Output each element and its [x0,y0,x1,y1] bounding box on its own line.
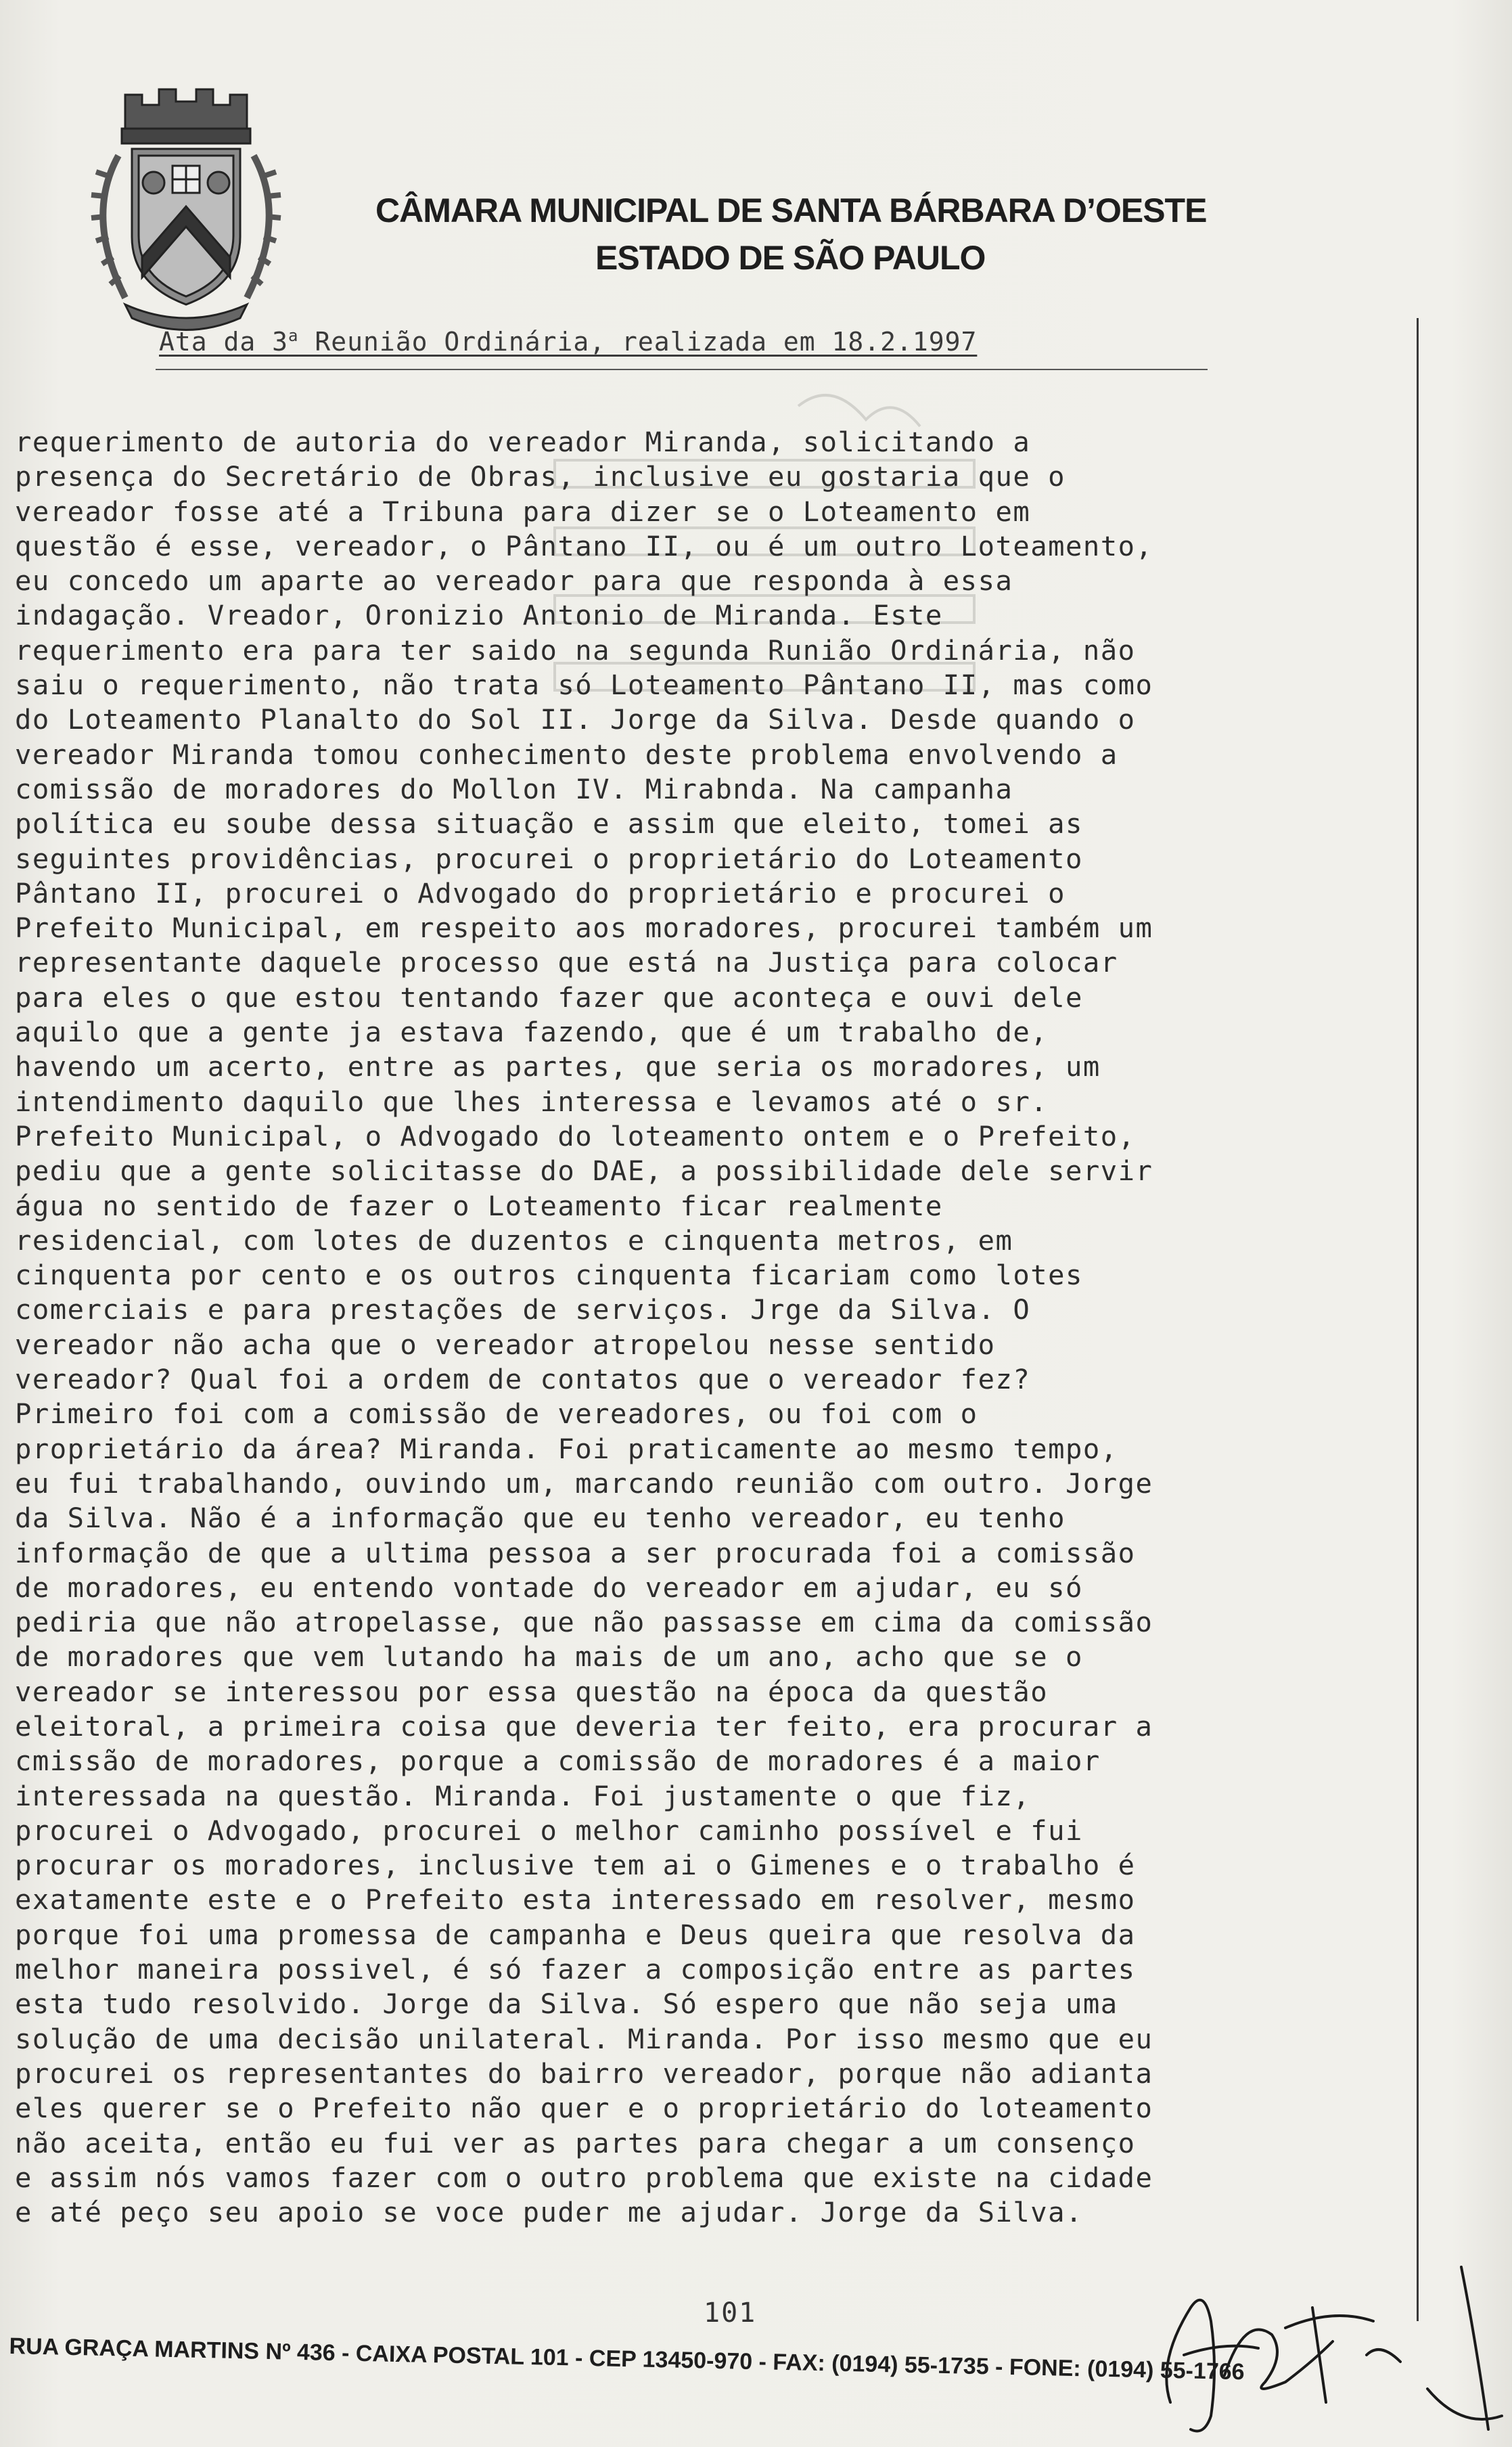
minutes-title-prefix: Ata da 3 [159,327,289,357]
body-line: vereador Miranda tomou conhecimento deste problema envolvendo a [15,738,1118,771]
body-line: de moradores que vem lutando ha mais de um ano, acho que se o [15,1640,1083,1674]
body-line: vereador não acha que o vereador atropelou nesse sentido [15,1328,996,1361]
body-line: água no sentido de fazer o Loteamento ficar realmente [15,1189,943,1222]
state-name: ESTADO DE SÃO PAULO [595,239,986,277]
body-line: porque foi uma promessa de campanha e Deus queira que resolva da [15,1918,1136,1951]
body-line: procurar os moradores, inclusive tem ai o Gimenes e o trabalho é [15,1849,1136,1882]
body-line: intendimento daquilo que lhes interessa e levamos até o sr. [15,1085,1049,1118]
body-line: da Silva. Não é a informação que eu tenho vereador, eu tenho [15,1502,1066,1535]
body-line: Pântano II, procurei o Advogado do proprietário e procurei o [15,876,1066,910]
body-line: informação de que a ultima pessoa a ser procurada foi a comissão [15,1536,1136,1569]
body-line: para eles o que estou tentando fazer que aconteça e ouvi dele [15,981,1083,1014]
right-margin-line [1417,318,1419,2321]
body-line: vereador fosse até a Tribuna para dizer se o Loteamento em [15,495,1031,528]
minutes-title-suffix: Reunião Ordinária, realizada em 18.2.1997 [298,327,978,357]
body-line: seguintes providências, procurei o proprietário do Loteamento [15,842,1083,875]
title-rule [156,369,1208,370]
body-line: saiu o requerimento, não trata só Loteamento Pântano II, mas como [15,669,1153,702]
body-line: procurei os representantes do bairro vereador, porque não adianta [15,2057,1153,2090]
body-line: Prefeito Municipal, o Advogado do loteamento ontem e o Prefeito, [15,1119,1136,1152]
body-line: aquilo que a gente ja estava fazendo, que é um trabalho de, [15,1016,1049,1049]
body-line: melhor maneira possivel, é só fazer a composição entre as partes [15,1953,1136,1986]
body-line: política eu soube dessa situação e assim que eleito, tomei as [15,807,1083,840]
minutes-title-ordinal: a [288,326,299,345]
body-line: esta tudo resolvido. Jorge da Silva. Só espero que não seja uma [15,1988,1118,2021]
body-line: cinquenta por cento e os outros cinquenta ficariam como lotes [15,1259,1083,1292]
body-line: exatamente este e o Prefeito esta interessado em resolver, mesmo [15,1883,1136,1916]
body-line: representante daquele processo que está na Justiça para colocar [15,946,1118,979]
body-line: eleitoral, a primeira coisa que deveria ter feito, era procurar a [15,1709,1153,1743]
body-line: cmissão de moradores, porque a comissão de moradores é a maior [15,1745,1101,1778]
body-line: comissão de moradores do Mollon IV. Mirabnda. Na campanha [15,772,1013,805]
body-line: residencial, com lotes de duzentos e cinquenta metros, em [15,1224,1013,1257]
body-line: presença do Secretário de Obras, inclusive eu gostaria que o [15,460,1066,493]
minutes-body [15,425,1368,2230]
body-line: e até peço seu apoio se voce puder me ajudar. Jorge da Silva. [15,2196,1083,2229]
body-line: indagação. Vreador, Oronizio Antonio de Miranda. Este [15,599,943,632]
body-line: não aceita, então eu fui ver as partes para chegar a um consenço [15,2126,1136,2159]
body-line: do Loteamento Planalto do Sol II. Jorge da Silva. Desde quando o [15,703,1136,736]
body-line: eu concedo um aparte ao vereador para que responda à essa [15,564,1013,598]
body-line: questão é esse, vereador, o Pântano II, ou é um outro Loteamento, [15,529,1153,562]
body-line: eu fui trabalhando, ouvindo um, marcando reunião com outro. Jorge [15,1466,1153,1500]
footer-address: RUA GRAÇA MARTINS Nº 436 - CAIXA POSTAL 101 - CEP 13450-970 - FAX: (0194) 55-1735 - FONE: (0194) 55-1766 [9,2333,1245,2385]
body-line: Prefeito Municipal, em respeito aos moradores, procurei também um [15,912,1153,945]
body-line: Primeiro foi com a comissão de vereadores, ou foi com o [15,1397,978,1431]
coat-of-arms-icon [78,81,294,332]
body-line: comerciais e para prestações de serviços. Jrge da Silva. O [15,1293,1031,1326]
body-line: e assim nós vamos fazer com o outro problema que existe na cidade [15,2161,1153,2194]
body-line: vereador se interessou por essa questão na época da questão [15,1675,1049,1708]
body-line: havendo um acerto, entre as partes, que seria os moradores, um [15,1050,1101,1083]
body-line: pediu que a gente solicitasse do DAE, a possibilidade dele servir [15,1154,1153,1188]
body-line: pediria que não atropelasse, que não passasse em cima da comissão [15,1606,1153,1639]
body-line: de moradores, eu entendo vontade do vereador em ajudar, eu só [15,1571,1083,1604]
body-line: solução de uma decisão unilateral. Miranda. Por isso mesmo que eu [15,2022,1153,2055]
page-number: 101 [704,2297,757,2329]
minutes-title [159,326,977,357]
body-line: requerimento de autoria do vereador Miranda, solicitando a [15,426,1031,458]
body-line: interessada na questão. Miranda. Foi justamente o que fiz, [15,1779,1031,1812]
body-line: proprietário da área? Miranda. Foi praticamente ao mesmo tempo, [15,1432,1118,1465]
institution-name: CÂMARA MUNICIPAL DE SANTA BÁRBARA D’OESTE [375,192,1207,229]
body-line: procurei o Advogado, procurei o melhor caminho possível e fui [15,1814,1083,1847]
body-line: vereador? Qual foi a ordem de contatos que o vereador fez? [15,1363,1031,1396]
body-line: eles querer se o Prefeito não quer e o proprietário do loteamento [15,2092,1153,2125]
body-line: requerimento era para ter saido na segunda Runião Ordinária, não [15,633,1136,667]
